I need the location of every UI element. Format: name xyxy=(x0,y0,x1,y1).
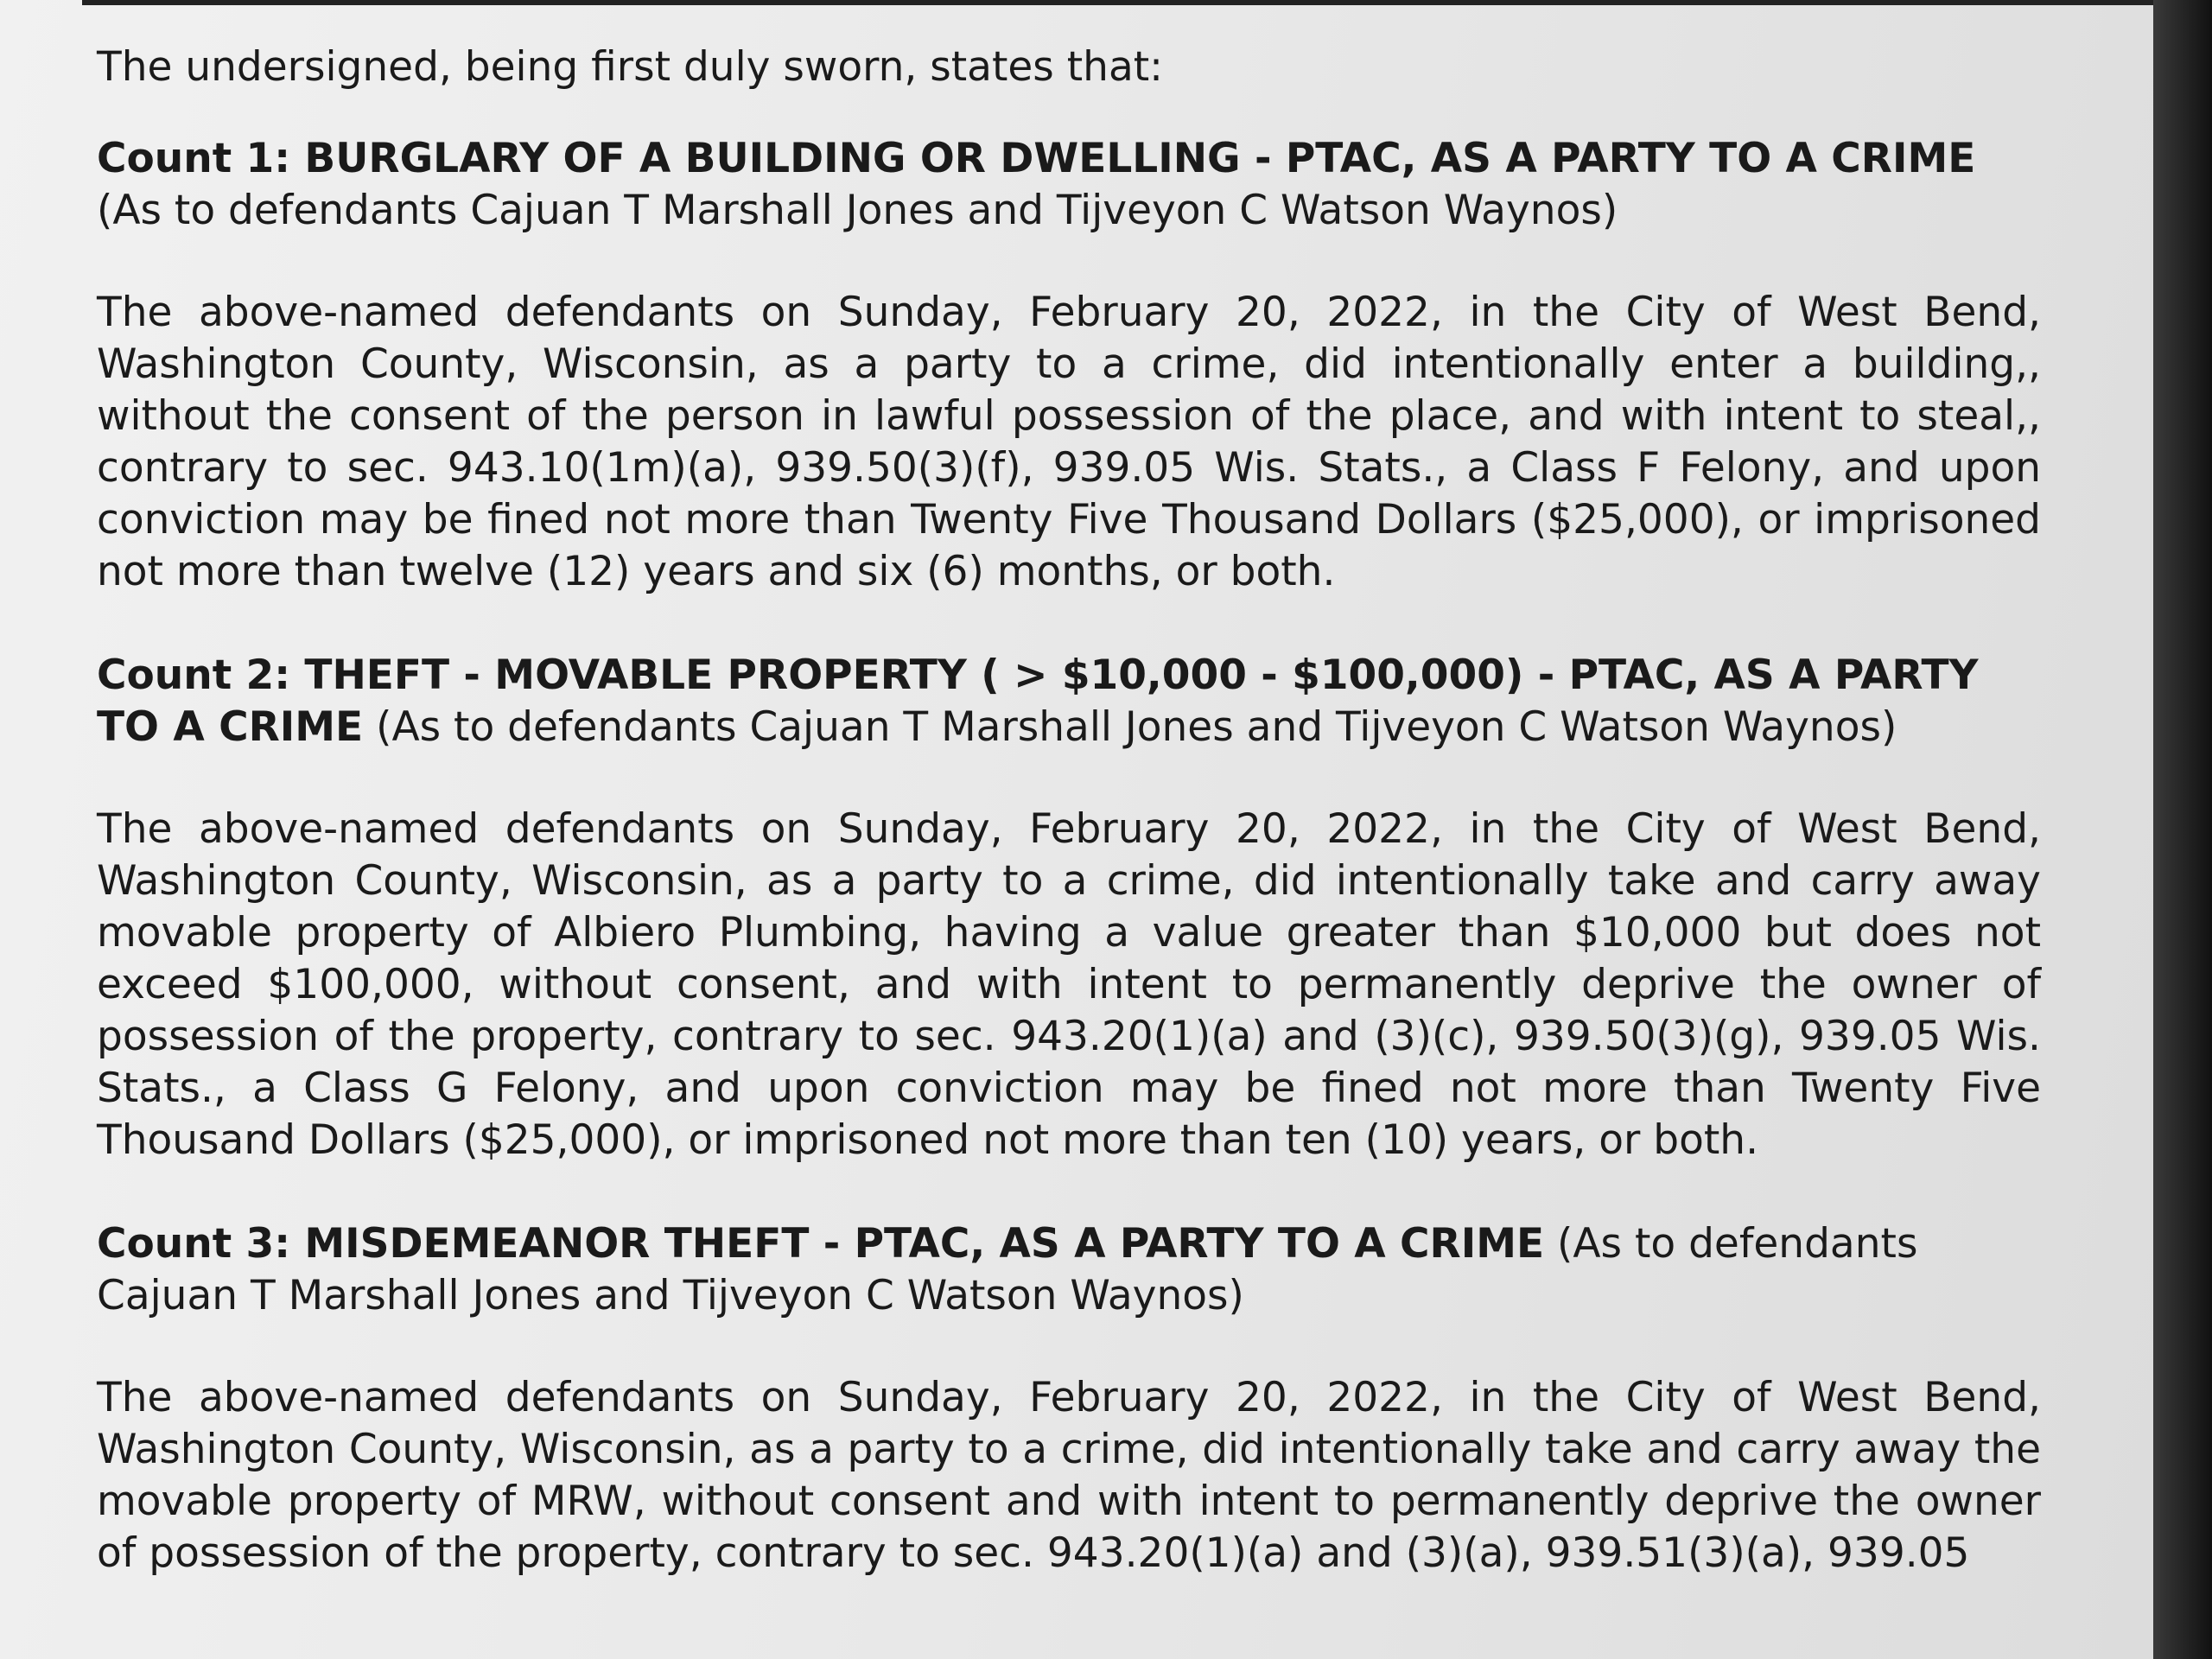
top-border-line xyxy=(82,0,2153,5)
count-defendants: (As to defendants Cajuan T Marshall Jones and Tijveyon C Watson Waynos) xyxy=(97,187,1618,234)
count-2 xyxy=(97,650,2041,1166)
count-body: The above-named defendants on Sunday, February 20, 2022, in the City of West Bend, Washington County, Wisconsin, as a party to a crime, did intentionally take and carry away movable property of Albiero Plumbing, having a value greater than $10,000 but does not exceed $100,000, without consent, and with intent to permanently deprive the owner of possession of the property, contrary to sec. 943.20(1)(a) and (3)(c), 939.50(3)(g), 939.05 Wis. Stats., a Class G Felony, and upon conviction may be fined not more than Twenty Five Thousand Dollars ($25,000), or imprisoned not more than ten (10) years, or both. xyxy=(97,805,2041,1164)
monitor-bezel xyxy=(2153,0,2212,1659)
complaint-document xyxy=(97,41,2041,1631)
count-heading xyxy=(97,133,2041,237)
count-title: Count 3: MISDEMEANOR THEFT - PTAC, AS A PARTY TO A CRIME xyxy=(97,1220,1545,1268)
count-heading xyxy=(97,650,2041,753)
count-title: Count 1: BURGLARY OF A BUILDING OR DWELLING - PTAC, AS A PARTY TO A CRIME xyxy=(97,135,1976,182)
count-1 xyxy=(97,133,2041,598)
count-defendants: (As to defendants Cajuan T Marshall Jones and Tijveyon C Watson Waynos) xyxy=(97,1220,1918,1319)
count-3 xyxy=(97,1218,2041,1580)
count-heading xyxy=(97,1218,2041,1322)
intro-statement: The undersigned, being first duly sworn, states that: xyxy=(97,43,1164,91)
count-body: The above-named defendants on Sunday, February 20, 2022, in the City of West Bend, Washington County, Wisconsin, as a party to a crime, did intentionally enter a building,, without the consent of the person in lawful possession of the place, and with intent to steal,, contrary to sec. 943.10(1m)(a), 939.50(3)(f), 939.05 Wis. Stats., a Class F Felony, and upon conviction may be fined not more than Twenty Five Thousand Dollars ($25,000), or imprisoned not more than twelve (12) years and six (6) months, or both. xyxy=(97,289,2041,595)
count-title: Count 2: THEFT - MOVABLE PROPERTY ( > $10,000 - $100,000) - PTAC, AS A PARTY TO A CRIME xyxy=(97,652,1979,751)
count-defendants: (As to defendants Cajuan T Marshall Jones and Tijveyon C Watson Waynos) xyxy=(376,703,1897,751)
count-body: The above-named defendants on Sunday, February 20, 2022, in the City of West Bend, Washington County, Wisconsin, as a party to a crime, did intentionally take and carry away the movable property of MRW, without consent and with intent to permanently deprive the owner of possession of the property, contrary to sec. 943.20(1)(a) and (3)(a), 939.51(3)(a), 939.05 xyxy=(97,1374,2041,1577)
